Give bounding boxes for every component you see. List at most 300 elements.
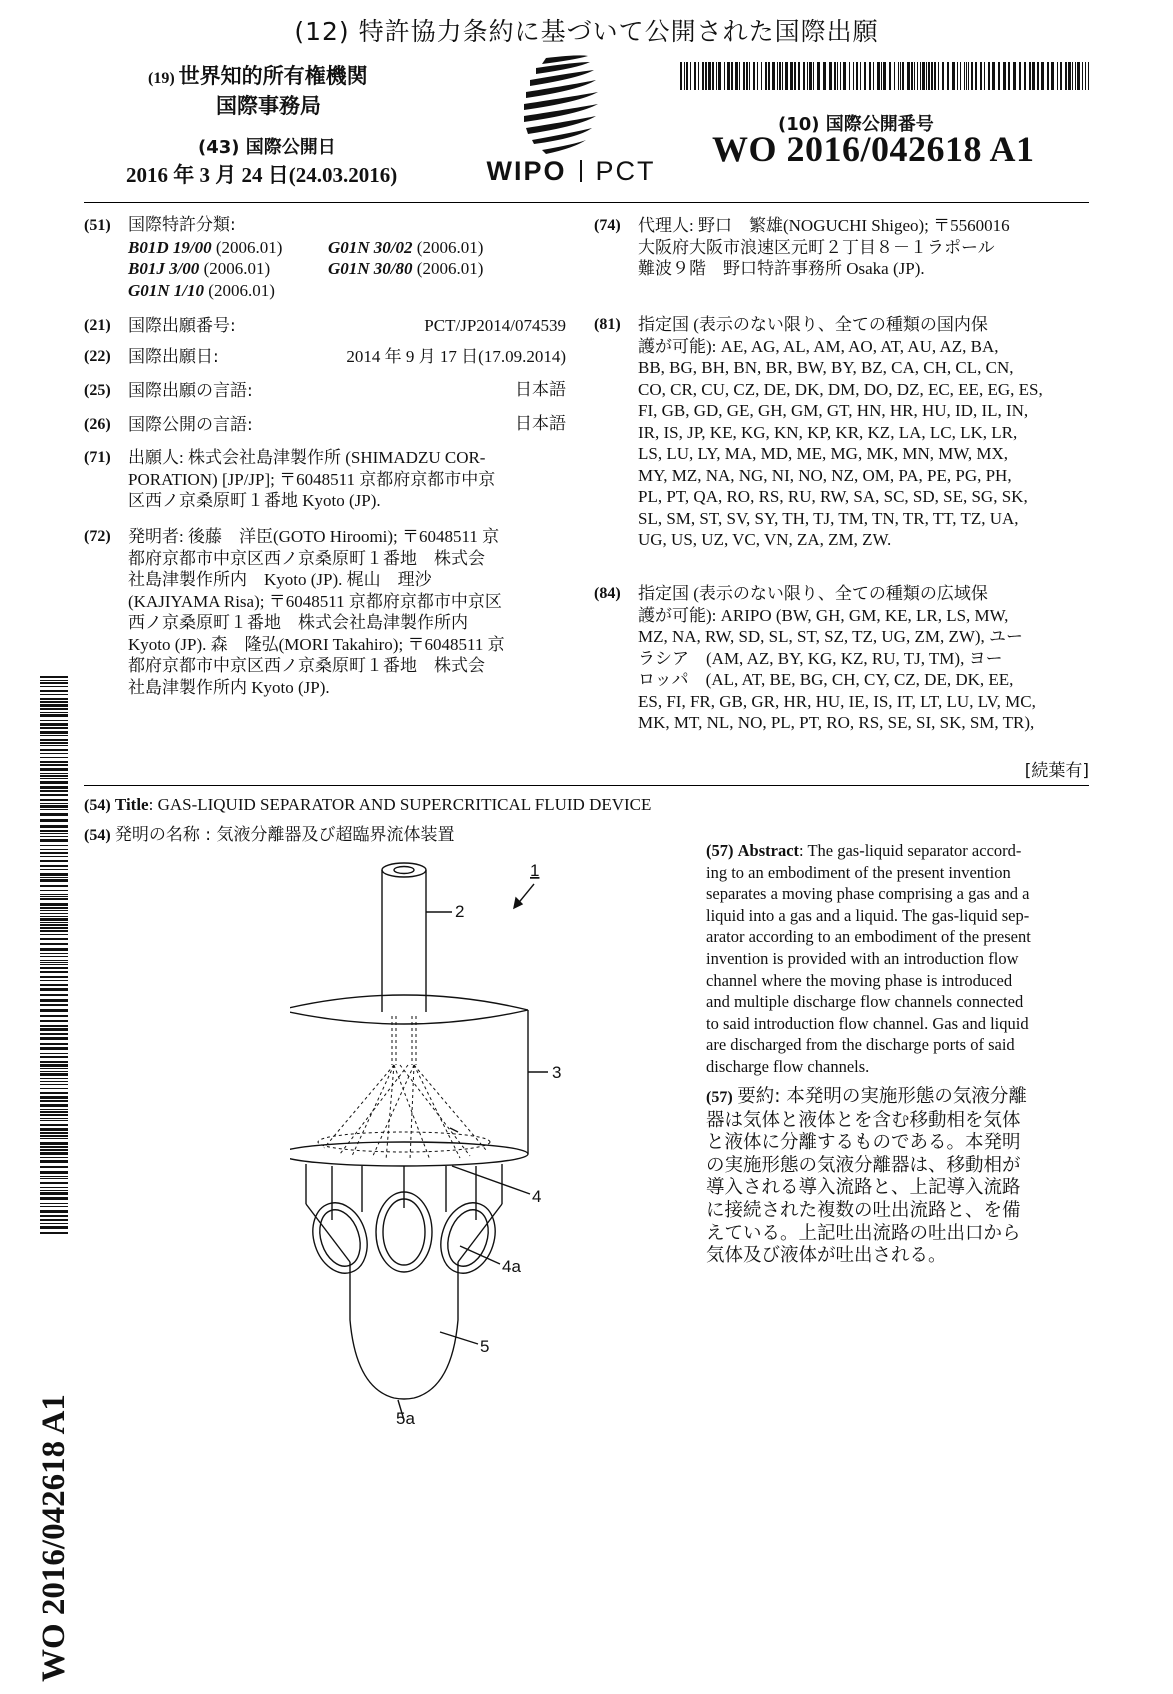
abstract-line: と液体に分離するものである。本発明: [706, 1132, 1021, 1154]
barcode-bar: [1077, 62, 1080, 90]
inventor-line: (KAJIYAMA Risa); 〒6048511 京都府京都市中京区: [128, 591, 502, 611]
barcode-bar: [40, 712, 68, 713]
inventor-line: 社島津製作所内 Kyoto (JP).: [128, 677, 330, 697]
barcode-bar: [40, 962, 68, 963]
wipo-globe-icon: [476, 52, 666, 162]
barcode-bar: [998, 62, 1000, 90]
barcode-bar: [1041, 62, 1044, 90]
barcode-bar: [898, 62, 899, 90]
top-barcode: [680, 62, 1090, 90]
barcode-bar: [40, 1009, 68, 1012]
barcode-bar: [40, 1118, 68, 1119]
barcode-bar: [40, 1004, 68, 1006]
barcode-bar: [894, 62, 895, 90]
ipc-row: [128, 280, 566, 302]
entry-number: (26): [84, 416, 111, 433]
barcode-bar: [40, 1073, 68, 1076]
barcode-bar: [40, 1190, 68, 1191]
barcode-bar: [1008, 62, 1010, 90]
entry-number: (51): [84, 217, 111, 234]
figure-label-1: 1: [530, 861, 540, 880]
barcode-bar: [40, 1135, 68, 1137]
barcode-bar: [40, 731, 68, 734]
barcode-bar: [40, 790, 68, 792]
barcode-bar: [40, 1132, 68, 1134]
middle-divider: [84, 785, 1089, 786]
barcode-bar: [988, 62, 990, 90]
ipc-date: (2006.01): [203, 259, 271, 278]
ipc-code: B01J 3/00: [128, 259, 200, 278]
ipc-row: [128, 237, 566, 259]
abstract-line: の実施形態の気液分離器は、移動相が: [706, 1154, 1021, 1176]
continued-on-next-page: [続葉有]: [1024, 761, 1089, 781]
barcode-bar: [698, 62, 699, 90]
barcode-bar: [40, 727, 68, 729]
barcode-bar: [40, 1078, 68, 1079]
abstract-line: 気体及び液体が吐出される。: [706, 1245, 947, 1267]
barcode-bar: [743, 62, 745, 90]
barcode-bar: [40, 877, 68, 878]
barcode-bar: [889, 62, 891, 90]
abstract-line: invention is provided with an introduction flow: [706, 948, 1019, 968]
barcode-bar: [40, 825, 68, 828]
abstract-line: channel where the moving phase is introduced: [706, 970, 1013, 990]
barcode-bar: [708, 62, 711, 90]
barcode-bar: [914, 62, 915, 90]
applicant-line: 区西ノ京桑原町１番地 Kyoto (JP).: [128, 491, 381, 510]
barcode-bar: [40, 1203, 68, 1204]
barcode-bar: [40, 916, 68, 917]
inventor-line: Kyoto (JP). 森 隆弘(MORI Takahiro); 〒6048511 京: [128, 634, 505, 654]
abstract-line: separates a moving phase comprising a gas and a: [706, 884, 1030, 904]
pct-wordmark: PCT: [595, 156, 656, 186]
barcode-bar: [1060, 62, 1062, 90]
abstract-line: 器は気体と液体とを含む移動相を気体: [706, 1109, 1021, 1131]
agent-line: 難波９階 野口特許事務所 Osaka (JP).: [638, 259, 925, 278]
abstract-line: discharge flow channels.: [706, 1056, 870, 1076]
barcode-bar: [40, 1033, 68, 1035]
barcode-bar: [40, 686, 68, 687]
barcode-bar: [40, 1061, 68, 1063]
barcode-bar: [40, 1028, 68, 1031]
barcode-bar: [1057, 62, 1058, 90]
barcode-bar: [40, 938, 68, 940]
barcode-bar: [40, 1081, 68, 1082]
barcode-bar: [928, 62, 930, 90]
barcode-bar: [40, 1056, 68, 1058]
barcode-bar: [40, 1043, 68, 1045]
barcode-bar: [40, 1152, 68, 1155]
barcode-bar: [40, 1176, 68, 1177]
entry-number: (81): [594, 316, 621, 333]
barcode-bar: [40, 742, 68, 744]
barcode-bar: [40, 1187, 68, 1188]
field-label: 国際公開の言語:: [128, 415, 253, 435]
barcode-bar: [968, 62, 969, 90]
barcode-bar: [40, 879, 68, 882]
field-value: 日本語: [515, 380, 566, 400]
barcode-bar: [40, 927, 68, 929]
entry-number: (57): [706, 1089, 733, 1106]
designated-line: 護が可能): ARIPO (BW, GH, GM, KE, LR, LS, MW,: [638, 605, 1009, 625]
barcode-bar: [40, 761, 68, 763]
barcode-bar: [680, 62, 682, 90]
barcode-bar: [40, 1015, 68, 1017]
barcode-bar: [40, 852, 68, 854]
barcode-bar: [40, 794, 68, 796]
barcode-bar: [40, 953, 68, 954]
entry-number: (71): [84, 449, 111, 466]
barcode-bar: [790, 62, 793, 90]
ipc-date: (2006.01): [215, 237, 283, 257]
barcode-bar: [684, 62, 685, 90]
designated-line: 護が可能): AE, AG, AL, AM, AO, AT, AU, AZ, BA,: [638, 336, 999, 356]
barcode-bar: [964, 62, 965, 90]
office-line-1: 世界知的所有権機関: [178, 64, 368, 88]
gas-liquid-separator-figure: [290, 860, 620, 1430]
barcode-bar: [40, 898, 68, 900]
abstract-line: に接続された複数の吐出流路と、を備: [706, 1199, 1021, 1221]
publication-date-label: (43) 国際公開日: [198, 137, 336, 158]
barcode-bar: [992, 62, 995, 90]
barcode-bar: [849, 62, 850, 90]
designated-line: MY, MZ, NA, NG, NI, NO, NZ, OM, PA, PE, PG, PH,: [638, 465, 1012, 485]
barcode-bar: [777, 62, 778, 90]
barcode-bar: [739, 62, 740, 90]
barcode-bar: [40, 1157, 68, 1158]
barcode-bar: [40, 869, 68, 870]
barcode-bar: [40, 1124, 68, 1126]
barcode-bar: [869, 62, 871, 90]
barcode-bar: [716, 62, 717, 90]
barcode-bar: [753, 62, 755, 90]
barcode-bar: [1003, 62, 1006, 90]
barcode-bar: [931, 62, 933, 90]
barcode-bar: [40, 720, 68, 721]
barcode-bar: [40, 1128, 68, 1131]
figure-label-5: 5: [480, 1337, 490, 1356]
barcode-bar: [960, 62, 961, 90]
barcode-bar: [40, 708, 68, 710]
barcode-bar: [40, 971, 68, 973]
barcode-bar: [40, 1206, 68, 1207]
barcode-bar: [40, 714, 68, 717]
barcode-bar: [864, 62, 866, 90]
entry-number: (54): [84, 797, 111, 814]
ipc-row: [128, 258, 566, 280]
barcode-bar: [40, 1120, 68, 1121]
barcode-bar: [40, 956, 68, 957]
ipc-code: G01N 30/02: [328, 237, 413, 257]
field-label: 国際出願番号:: [128, 316, 236, 336]
barcode-bar: [40, 1084, 68, 1085]
barcode-bar: [873, 62, 874, 90]
barcode-bar: [1037, 62, 1039, 90]
designated-line: PL, PT, QA, RO, RS, RU, RW, SA, SC, SD, SE, SG, SK,: [638, 487, 1028, 506]
barcode-bar: [1047, 62, 1049, 90]
barcode-bar: [966, 62, 967, 90]
title-text: : GAS-LIQUID SEPARATOR AND SUPERCRITICAL FLUID DEVICE: [148, 795, 652, 814]
barcode-bar: [980, 62, 982, 90]
figure-label-5a: 5a: [396, 1409, 415, 1428]
barcode-bar: [40, 1071, 68, 1072]
barcode-bar: [975, 62, 977, 90]
entry-number: (21): [84, 317, 111, 334]
barcode-bar: [40, 903, 68, 906]
agent-line: 代理人: 野口 繁雄(NOGUCHI Shigeo); 〒5560016: [638, 216, 1010, 235]
barcode-bar: [40, 918, 68, 921]
wipo-logo: [476, 52, 666, 192]
inventor-line: 都府京都市中京区西ノ京桑原町１番地 株式会: [128, 656, 485, 675]
barcode-bar: [984, 62, 985, 90]
barcode-bar: [785, 62, 788, 90]
designated-line: BB, BG, BH, BN, BR, BW, BY, BZ, CA, CH, CL, CN,: [638, 358, 1014, 377]
abstract-line: and multiple discharge flow channels connected: [706, 992, 1024, 1012]
barcode-bar: [40, 922, 68, 923]
barcode-bar: [926, 62, 927, 90]
barcode-bar: [40, 1146, 68, 1148]
barcode-bar: [40, 934, 68, 935]
barcode-bar: [40, 757, 68, 758]
barcode-bar: [40, 833, 68, 834]
barcode-bar: [877, 62, 880, 90]
barcode-bar: [702, 62, 704, 90]
barcode-bar: [860, 62, 861, 90]
barcode-bar: [731, 62, 733, 90]
barcode-bar: [40, 1064, 68, 1067]
barcode-bar: [40, 980, 68, 981]
barcode-bar: [917, 62, 918, 90]
abstract-english: [706, 840, 1090, 1078]
barcode-bar: [40, 745, 68, 746]
barcode-bar: [40, 1104, 68, 1107]
barcode-bar: [843, 62, 846, 90]
barcode-bar: [40, 1178, 68, 1179]
barcode-bar: [40, 860, 68, 862]
barcode-bar: [40, 976, 68, 978]
barcode-bar: [1075, 62, 1076, 90]
figure-label-4: 4: [532, 1187, 542, 1206]
barcode-bar: [1029, 62, 1031, 90]
field-label: 国際出願日:: [128, 347, 219, 367]
barcode-bar: [40, 773, 68, 774]
barcode-bar: [922, 62, 925, 90]
barcode-bar: [724, 62, 725, 90]
barcode-bar: [40, 1088, 68, 1089]
barcode-bar: [40, 1068, 68, 1069]
barcode-bar: [40, 1020, 68, 1022]
barcode-bar: [690, 62, 691, 90]
barcode-bar: [1024, 62, 1026, 90]
barcode-bar: [40, 723, 68, 726]
designated-line: 指定国 (表示のない限り、全ての種類の広域保: [638, 584, 988, 603]
barcode-bar: [40, 1114, 68, 1116]
abstract-line: 導入される導入流路と、上記導入流路: [706, 1177, 1021, 1199]
barcode-bar: [746, 62, 748, 90]
barcode-bar: [40, 836, 68, 837]
barcode-bar: [40, 735, 68, 736]
barcode-bar: [803, 62, 805, 90]
barcode-bar: [40, 781, 68, 784]
barcode-bar: [779, 62, 781, 90]
barcode-bar: [40, 1232, 68, 1234]
wordmark-divider: [580, 160, 582, 182]
title-label: Title: [114, 795, 149, 814]
barcode-bar: [712, 62, 714, 90]
document-main-title: (12) 特許協力条約に基づいて公開された国際出願: [294, 17, 879, 46]
barcode-bar: [40, 778, 68, 779]
designated-line: ES, FI, FR, GB, GR, HR, HU, IE, IS, IT, LT, LU, LV, MC,: [638, 691, 1036, 711]
barcode-bar: [920, 62, 921, 90]
barcode-bar: [40, 1219, 68, 1221]
ipc-date: (2006.01): [416, 259, 484, 278]
barcode-bar: [40, 873, 68, 876]
abstract-line: liquid into a gas and a liquid. The gas-liquid sep-: [706, 905, 1030, 925]
inventor-line: 都府京都市中京区西ノ京桑原町１番地 株式会: [128, 548, 485, 568]
abstract-japanese: [706, 1086, 1090, 1268]
barcode-bar: [40, 680, 68, 681]
field-value: 2014 年 9 月 17 日(17.09.2014): [346, 347, 566, 366]
ipc-code: G01N 30/80: [328, 259, 413, 278]
barcode-bar: [40, 676, 68, 678]
designated-line: SL, SM, ST, SV, SY, TH, TJ, TM, TN, TR, TT, TZ, UA,: [638, 508, 1019, 528]
barcode-bar: [902, 62, 904, 90]
barcode-bar: [40, 1025, 68, 1027]
abstract-text: : The gas-liquid separator accord-: [799, 841, 1022, 860]
barcode-bar: [40, 819, 68, 822]
inventor-line: 西ノ京桑原町１番地 株式会社島津製作所内: [128, 613, 468, 632]
ipc-label: 国際特許分類:: [128, 215, 236, 235]
designated-line: CO, CR, CU, CZ, DE, DK, DM, DO, DZ, EC, EE, EG, ES,: [638, 379, 1043, 399]
entry-number: (74): [594, 217, 621, 234]
barcode-bar: [40, 999, 68, 1002]
designated-line: 指定国 (表示のない限り、全ての種類の国内保: [638, 315, 988, 334]
barcode-bar: [40, 896, 68, 897]
entry-number: (84): [594, 585, 621, 602]
barcode-bar: [807, 62, 808, 90]
barcode-bar: [957, 62, 958, 90]
wipo-wordmark: WIPO: [486, 156, 567, 186]
barcode-bar: [1085, 62, 1086, 90]
barcode-bar: [40, 960, 68, 961]
barcode-bar: [40, 805, 68, 808]
barcode-bar: [40, 813, 68, 816]
barcode-bar: [798, 62, 800, 90]
figure-label-3: 3: [552, 1063, 562, 1082]
barcode-bar: [813, 62, 814, 90]
barcode-bar: [40, 849, 68, 850]
barcode-bar: [772, 62, 775, 90]
barcode-bar: [782, 62, 783, 90]
barcode-bar: [881, 62, 882, 90]
barcode-bar: [40, 739, 68, 741]
applicant-line: PORATION) [JP/JP]; 〒6048511 京都府京都市中京: [128, 469, 496, 489]
field-value: 日本語: [515, 414, 566, 434]
side-publication-number-text: WO 2016/042618 A1: [36, 1394, 72, 1682]
ipc-code: G01N 1/10: [128, 280, 205, 300]
barcode-bar: [761, 62, 762, 90]
barcode-bar: [765, 62, 767, 90]
abstract-line: えている。上記吐出流路の吐出口から: [706, 1222, 1021, 1244]
barcode-bar: [40, 694, 68, 695]
barcode-bar: [40, 1192, 68, 1195]
barcode-bar: [934, 62, 936, 90]
barcode-bar: [834, 62, 836, 90]
entry-number: (57): [706, 841, 734, 860]
barcode-bar: [40, 930, 68, 932]
barcode-bar: [971, 62, 973, 90]
barcode-bar: [40, 1142, 68, 1145]
designated-line: MZ, NA, RW, SD, SL, ST, SZ, TZ, UG, ZM, ZW), ユー: [638, 627, 1024, 646]
publication-number: WO 2016/042618 A1: [712, 129, 1035, 169]
barcode-bar: [40, 964, 68, 965]
barcode-bar: [40, 943, 68, 945]
entry-number: (25): [84, 382, 111, 399]
barcode-bar: [1068, 62, 1071, 90]
barcode-bar: [40, 1109, 68, 1110]
barcode-bar: [853, 62, 854, 90]
barcode-bar: [40, 1223, 68, 1224]
barcode-bar: [40, 753, 68, 754]
barcode-bar: [40, 1166, 68, 1168]
barcode-bar: [40, 803, 68, 804]
designated-line: ロッパ (AL, AT, BE, BG, CH, CY, CZ, DE, DK, EE,: [638, 670, 1014, 689]
barcode-bar: [40, 924, 68, 926]
barcode-bar: [40, 698, 68, 700]
barcode-bar: [727, 62, 730, 90]
barcode-bar: [938, 62, 939, 90]
barcode-bar: [40, 701, 68, 703]
barcode-bar: [40, 1171, 68, 1174]
barcode-bar: [694, 62, 696, 90]
entry-number: (22): [84, 348, 111, 365]
barcode-bar: [1088, 62, 1089, 90]
designated-line: IR, IS, JP, KE, KG, KN, KP, KR, KZ, LA, LC, LK, LR,: [638, 422, 1018, 442]
side-barcode: [40, 676, 68, 1236]
barcode-bar: [40, 768, 68, 771]
barcode-bar: [40, 890, 68, 891]
barcode-bar: [1065, 62, 1067, 90]
designated-line: UG, US, UZ, VC, VN, ZA, ZM, ZW.: [638, 530, 892, 549]
header-divider: [84, 202, 1089, 203]
barcode-bar: [40, 682, 68, 684]
field-label: 国際出願の言語:: [128, 381, 253, 401]
barcode-bar: [40, 845, 68, 846]
title-japanese: [84, 820, 454, 845]
barcode-bar: [40, 839, 68, 842]
barcode-bar: [768, 62, 770, 90]
barcode-bar: [40, 1047, 68, 1050]
abstract-label: Abstract: [737, 841, 800, 860]
barcode-bar: [40, 988, 68, 991]
barcode-bar: [40, 775, 68, 777]
barcode-bar: [837, 62, 838, 90]
field-value: PCT/JP2014/074539: [424, 316, 566, 335]
barcode-bar: [40, 1053, 68, 1054]
barcode-bar: [40, 749, 68, 751]
barcode-bar: [1013, 62, 1016, 90]
barcode-bar: [911, 62, 913, 90]
barcode-bar: [40, 885, 68, 887]
publication-number-label: (10) 国際公開番号: [778, 114, 934, 135]
inventor-line: 社島津製作所内 Kyoto (JP). 梶山 理沙: [128, 570, 432, 589]
barcode-bar: [1051, 62, 1054, 90]
designated-line: MK, MT, NL, NO, PL, PT, RO, RS, SE, SI, SK, SM, TR),: [638, 713, 1035, 732]
barcode-bar: [40, 1210, 68, 1213]
barcode-bar: [718, 62, 721, 90]
barcode-bar: [900, 62, 901, 90]
barcode-bar: [757, 62, 758, 90]
